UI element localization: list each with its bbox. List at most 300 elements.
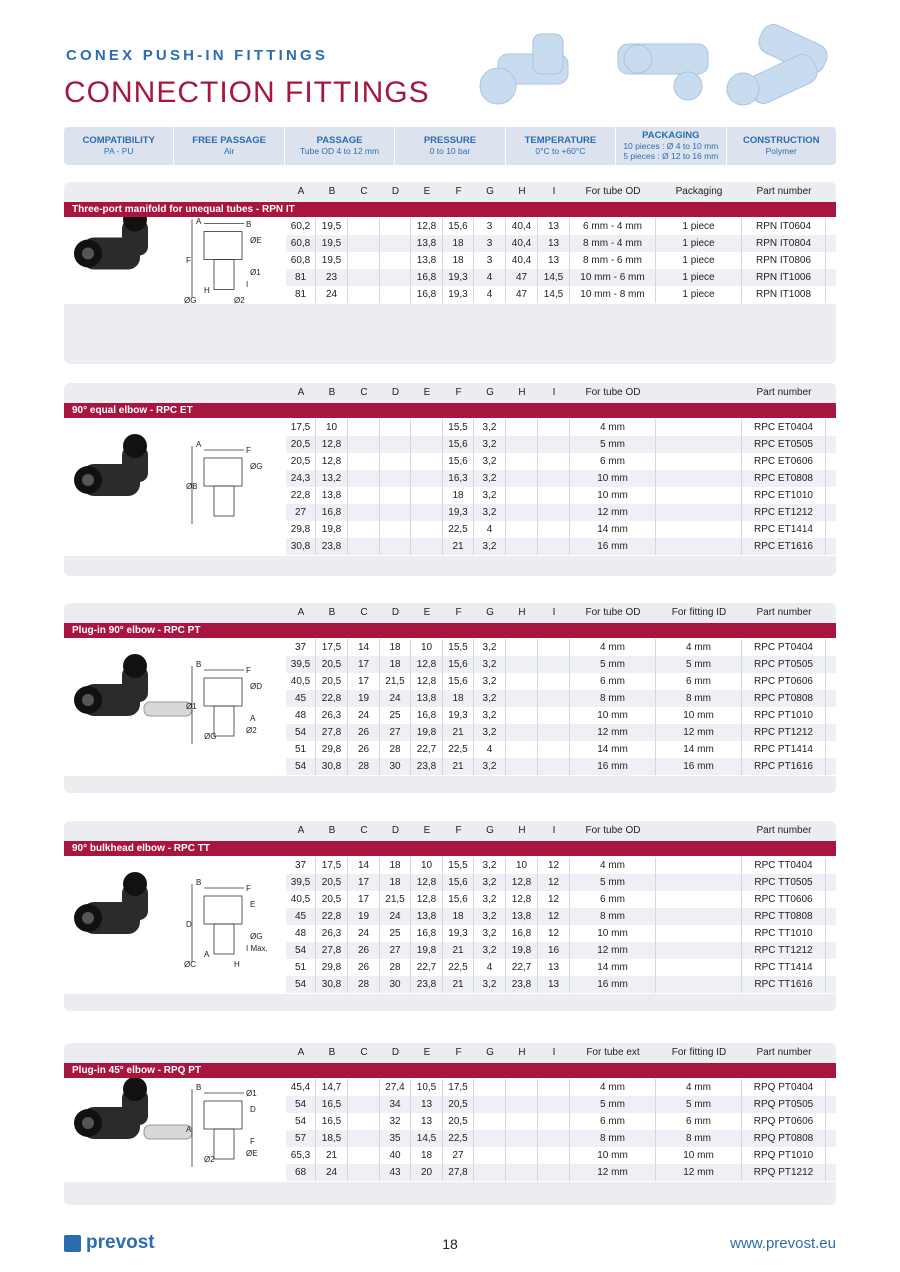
table-cell xyxy=(506,470,538,487)
section-card xyxy=(64,1043,836,1205)
column-header: C xyxy=(360,825,368,836)
spec-compatibility: COMPATIBILITY PA - PU xyxy=(64,127,174,165)
table-cell: 24 xyxy=(380,690,411,707)
table-cell: 19,8 xyxy=(316,521,348,538)
dimension-label: D xyxy=(250,1105,256,1114)
spec-passage: PASSAGE Tube OD 4 to 12 mm xyxy=(285,127,395,165)
table-cell: 18 xyxy=(380,857,411,874)
table-row xyxy=(286,857,836,874)
table-cell xyxy=(538,639,570,656)
table-cell xyxy=(538,521,570,538)
table-cell: 5 mm xyxy=(570,1096,656,1113)
table-cell: 3 xyxy=(474,252,506,269)
table-cell: 12,8 xyxy=(411,673,443,690)
table-cell xyxy=(348,252,380,269)
table-cell: 51 xyxy=(286,741,316,758)
table-cell: 8 mm xyxy=(656,690,742,707)
table-cell: 6 mm xyxy=(656,673,742,690)
table-cell xyxy=(380,487,411,504)
table-cell: 15,6 xyxy=(443,891,474,908)
table-cell xyxy=(656,942,742,959)
table-cell: 18 xyxy=(443,487,474,504)
technical-drawing xyxy=(192,884,244,962)
table-cell: RPC TT1212 xyxy=(742,942,826,959)
table-cell: 10 xyxy=(316,419,348,436)
table-cell: 24 xyxy=(380,908,411,925)
table-cell: 12 mm xyxy=(656,724,742,741)
table-cell: 18 xyxy=(443,235,474,252)
table-cell: 22,7 xyxy=(506,959,538,976)
column-header: Part number xyxy=(756,1047,812,1058)
dimension-label: I xyxy=(246,279,249,289)
table-cell: 30 xyxy=(380,976,411,993)
technical-drawing xyxy=(192,666,244,744)
table-cell: 21 xyxy=(316,1147,348,1164)
column-header: E xyxy=(423,186,431,197)
table-header xyxy=(286,603,836,623)
dimension-label: F xyxy=(246,884,251,893)
column-header: H xyxy=(518,607,526,618)
table-cell: 3,2 xyxy=(474,453,506,470)
column-header: A xyxy=(297,1047,305,1058)
table-cell: 40,4 xyxy=(506,235,538,252)
table-cell xyxy=(506,758,538,775)
section-card xyxy=(64,383,836,576)
column-header: G xyxy=(486,1047,494,1058)
table-cell: 15,6 xyxy=(443,673,474,690)
spec-pressure: PRESSURE 0 to 10 bar xyxy=(395,127,505,165)
dimension-label: ØC xyxy=(184,960,196,969)
table-cell: RPC ET1212 xyxy=(742,504,826,521)
table-cell: 3,2 xyxy=(474,673,506,690)
table-cell: RPC ET0404 xyxy=(742,419,826,436)
table-cell: 12 xyxy=(538,874,570,891)
table-cell: 19,3 xyxy=(443,269,474,286)
table-cell: 17,5 xyxy=(316,639,348,656)
table-cell: RPC PT1616 xyxy=(742,758,826,775)
table-cell: 28 xyxy=(348,976,380,993)
table-cell xyxy=(348,286,380,303)
table-cell: 24,3 xyxy=(286,470,316,487)
column-header: For tube OD xyxy=(585,186,641,197)
table-cell: 4 xyxy=(474,741,506,758)
table-cell: 30,8 xyxy=(316,758,348,775)
table-body xyxy=(286,1079,836,1181)
table-cell xyxy=(380,269,411,286)
table-cell: 20,5 xyxy=(316,891,348,908)
column-header: C xyxy=(360,607,368,618)
table-cell: 26 xyxy=(348,959,380,976)
column-header: B xyxy=(328,1047,336,1058)
table-cell: RPN IT0806 xyxy=(742,252,826,269)
dimension-label: Ø1 xyxy=(186,702,197,711)
table-cell xyxy=(506,724,538,741)
table-cell xyxy=(348,504,380,521)
table-cell: 19,8 xyxy=(411,724,443,741)
table-cell: 12,8 xyxy=(411,874,443,891)
table-cell: 26 xyxy=(348,942,380,959)
table-cell: 4 mm xyxy=(656,1079,742,1096)
table-cell: 22,8 xyxy=(286,487,316,504)
table-cell: RPC ET0606 xyxy=(742,453,826,470)
table-cell: 14 xyxy=(348,857,380,874)
table-cell: 15,5 xyxy=(443,419,474,436)
table-cell: 12 xyxy=(538,908,570,925)
product-illustration xyxy=(64,856,286,1010)
table-cell xyxy=(348,1147,380,1164)
table-cell xyxy=(656,419,742,436)
column-header: B xyxy=(328,607,336,618)
table-cell: 4 mm xyxy=(656,639,742,656)
table-cell: 3 xyxy=(474,235,506,252)
table-cell: 4 mm xyxy=(570,1079,656,1096)
table-cell xyxy=(538,741,570,758)
table-cell: 4 xyxy=(474,269,506,286)
table-cell: 3,2 xyxy=(474,487,506,504)
table-cell: 27 xyxy=(380,942,411,959)
table-cell xyxy=(538,487,570,504)
table-cell xyxy=(474,1130,506,1147)
table-cell: RPC PT1414 xyxy=(742,741,826,758)
table-cell xyxy=(411,419,443,436)
table-cell: 17,5 xyxy=(286,419,316,436)
table-cell: 16,8 xyxy=(506,925,538,942)
table-cell xyxy=(538,724,570,741)
table-cell xyxy=(506,639,538,656)
table-cell: RPC PT0505 xyxy=(742,656,826,673)
dimension-label: F xyxy=(246,666,251,675)
table-row xyxy=(286,656,836,673)
table-cell: 3,2 xyxy=(474,690,506,707)
table-cell: 16,8 xyxy=(411,925,443,942)
table-cell: 28 xyxy=(380,959,411,976)
table-cell xyxy=(656,453,742,470)
table-cell xyxy=(506,741,538,758)
dimension-label: D xyxy=(186,920,192,929)
table-cell: 19,5 xyxy=(316,235,348,252)
table-cell: 3,2 xyxy=(474,874,506,891)
table-cell: 47 xyxy=(506,269,538,286)
column-header: Part number xyxy=(756,825,812,836)
table-cell: 12 xyxy=(538,891,570,908)
table-row xyxy=(286,1113,836,1130)
table-cell: 19,3 xyxy=(443,504,474,521)
table-cell: 23,8 xyxy=(411,758,443,775)
table-cell: 24 xyxy=(348,707,380,724)
table-row xyxy=(286,269,836,286)
table-cell: 17 xyxy=(348,656,380,673)
dimension-label: B xyxy=(246,219,252,229)
table-cell: 21 xyxy=(443,724,474,741)
table-cell: 25 xyxy=(380,925,411,942)
table-cell xyxy=(656,504,742,521)
table-cell: 22,5 xyxy=(443,741,474,758)
table-cell xyxy=(380,436,411,453)
section-title: Plug-in 90° elbow - RPC PT xyxy=(64,623,836,638)
table-header xyxy=(286,182,836,202)
table-cell: 10 xyxy=(411,639,443,656)
table-cell: 8 mm xyxy=(570,1130,656,1147)
table-cell: 13,8 xyxy=(316,487,348,504)
table-cell xyxy=(656,487,742,504)
table-cell: 22,7 xyxy=(411,959,443,976)
table-cell: 19,3 xyxy=(443,925,474,942)
column-header: I xyxy=(552,387,556,398)
column-header: I xyxy=(552,1047,556,1058)
table-cell xyxy=(348,538,380,555)
table-cell: 1 piece xyxy=(656,235,742,252)
table-cell: 47 xyxy=(506,286,538,303)
table-row xyxy=(286,218,836,235)
table-cell: 12,8 xyxy=(316,453,348,470)
column-header: For tube ext xyxy=(586,1047,640,1058)
table-cell: 13 xyxy=(538,976,570,993)
table-cell: 27 xyxy=(443,1147,474,1164)
table-body xyxy=(286,419,836,555)
table-cell: 10 mm xyxy=(570,707,656,724)
section-card xyxy=(64,821,836,1011)
table-cell xyxy=(348,419,380,436)
table-cell: 6 mm xyxy=(570,891,656,908)
table-cell xyxy=(506,436,538,453)
table-cell: 3,2 xyxy=(474,656,506,673)
table-row xyxy=(286,1130,836,1147)
table-cell xyxy=(506,1096,538,1113)
table-cell xyxy=(656,976,742,993)
table-cell: 15,6 xyxy=(443,656,474,673)
table-cell: 16,8 xyxy=(411,269,443,286)
table-cell xyxy=(411,470,443,487)
table-cell: 5 mm xyxy=(570,874,656,891)
table-row xyxy=(286,252,836,269)
table-cell: 6 mm xyxy=(570,673,656,690)
table-cell: 16,8 xyxy=(411,707,443,724)
column-header: A xyxy=(297,186,305,197)
dimension-label: Ø1 xyxy=(250,267,261,277)
table-row xyxy=(286,436,836,453)
table-cell: RPC TT0404 xyxy=(742,857,826,874)
table-cell: 3,2 xyxy=(474,707,506,724)
table-cell xyxy=(348,1113,380,1130)
table-cell: 19,8 xyxy=(506,942,538,959)
website-link[interactable]: www.prevost.eu xyxy=(730,1235,836,1252)
table-cell: 3,2 xyxy=(474,976,506,993)
table-cell: 16 mm xyxy=(570,758,656,775)
table-cell: 57 xyxy=(286,1130,316,1147)
table-cell: RPN IT0604 xyxy=(742,218,826,235)
table-cell: 3,2 xyxy=(474,538,506,555)
fitting-photo xyxy=(74,434,148,496)
column-header: For tube OD xyxy=(585,825,641,836)
table-cell: 12 mm xyxy=(656,1164,742,1181)
table-cell xyxy=(474,1147,506,1164)
column-header: D xyxy=(391,387,400,398)
table-cell xyxy=(656,538,742,555)
table-cell: 3 xyxy=(474,218,506,235)
table-cell: 12,8 xyxy=(411,656,443,673)
table-cell: 12,8 xyxy=(316,436,348,453)
table-cell: 65,3 xyxy=(286,1147,316,1164)
table-cell: 32 xyxy=(380,1113,411,1130)
table-cell: 48 xyxy=(286,925,316,942)
table-cell xyxy=(538,453,570,470)
table-cell: 12,8 xyxy=(411,218,443,235)
fitting-photo xyxy=(74,654,192,716)
table-cell: 10 mm xyxy=(656,707,742,724)
section-title: 90° equal elbow - RPC ET xyxy=(64,403,836,418)
table-cell xyxy=(411,538,443,555)
table-cell: 6 mm - 4 mm xyxy=(570,218,656,235)
column-header: Part number xyxy=(756,387,812,398)
table-cell: 15,6 xyxy=(443,436,474,453)
table-row xyxy=(286,1147,836,1164)
table-cell: 13,8 xyxy=(411,908,443,925)
table-cell xyxy=(348,269,380,286)
table-cell: RPC ET1010 xyxy=(742,487,826,504)
table-cell: 5 mm xyxy=(570,436,656,453)
table-cell: 8 mm xyxy=(570,690,656,707)
table-cell: 10 mm xyxy=(570,487,656,504)
table-row xyxy=(286,504,836,521)
table-cell: 10 mm - 8 mm xyxy=(570,286,656,303)
column-header: E xyxy=(423,825,431,836)
column-header: B xyxy=(328,186,336,197)
table-cell: 10,5 xyxy=(411,1079,443,1096)
fitting-photo xyxy=(74,1078,192,1139)
table-cell: RPC ET0808 xyxy=(742,470,826,487)
table-cell: 10 mm xyxy=(656,1147,742,1164)
table-cell: 3,2 xyxy=(474,942,506,959)
brand-logo xyxy=(64,1232,155,1254)
table-cell: 40,4 xyxy=(506,218,538,235)
table-cell xyxy=(506,1113,538,1130)
table-cell: 20 xyxy=(411,1164,443,1181)
table-cell: 10 mm xyxy=(570,470,656,487)
table-cell xyxy=(348,453,380,470)
table-cell: 8 mm - 4 mm xyxy=(570,235,656,252)
table-cell: 6 mm xyxy=(570,453,656,470)
table-cell: 15,5 xyxy=(443,857,474,874)
column-header: F xyxy=(455,825,462,836)
table-cell: 12 xyxy=(538,857,570,874)
table-header xyxy=(286,821,836,841)
table-cell: 17,5 xyxy=(316,857,348,874)
table-cell: 18 xyxy=(411,1147,443,1164)
dimension-label: E xyxy=(250,900,256,909)
column-header: D xyxy=(391,186,400,197)
table-row xyxy=(286,1164,836,1181)
table-cell: 8 mm xyxy=(656,1130,742,1147)
spec-temperature: TEMPERATURE 0°C to +60°C xyxy=(506,127,616,165)
table-cell: 60,8 xyxy=(286,252,316,269)
column-header xyxy=(656,821,742,841)
table-cell: 14 xyxy=(348,639,380,656)
table-cell xyxy=(538,656,570,673)
table-cell: 12 mm xyxy=(570,504,656,521)
section-card xyxy=(64,603,836,793)
table-cell: 19 xyxy=(348,690,380,707)
column-header: C xyxy=(360,1047,368,1058)
table-cell: RPC PT0808 xyxy=(742,690,826,707)
table-cell: 1 piece xyxy=(656,218,742,235)
table-cell: 22,8 xyxy=(316,908,348,925)
table-cell xyxy=(506,1079,538,1096)
table-cell: 16 mm xyxy=(656,758,742,775)
column-header: B xyxy=(328,387,336,398)
table-cell: 20,5 xyxy=(443,1096,474,1113)
table-cell: 23 xyxy=(316,269,348,286)
table-cell xyxy=(538,1096,570,1113)
table-cell: RPC PT0404 xyxy=(742,639,826,656)
table-row xyxy=(286,741,836,758)
dimension-label: ØE xyxy=(250,235,262,245)
table-cell: RPC TT0808 xyxy=(742,908,826,925)
table-cell: 13 xyxy=(411,1113,443,1130)
table-cell: 6 mm xyxy=(570,1113,656,1130)
column-header: E xyxy=(423,387,431,398)
table-cell: 15,6 xyxy=(443,453,474,470)
table-cell xyxy=(538,470,570,487)
table-cell: 14 mm xyxy=(656,741,742,758)
product-illustration xyxy=(64,217,286,357)
table-cell xyxy=(538,707,570,724)
table-cell: 1 piece xyxy=(656,252,742,269)
table-cell: 26,3 xyxy=(316,925,348,942)
table-cell: 27,4 xyxy=(380,1079,411,1096)
page-kicker: CONEX PUSH-IN FITTINGS xyxy=(66,47,329,64)
table-cell: 21,5 xyxy=(380,891,411,908)
dimension-label: ØG xyxy=(184,295,197,305)
table-cell: 39,5 xyxy=(286,874,316,891)
table-cell: 1 piece xyxy=(656,286,742,303)
table-body xyxy=(286,639,836,775)
table-cell: 16,8 xyxy=(316,504,348,521)
dimension-label: B xyxy=(196,1083,202,1092)
technical-drawing xyxy=(192,446,244,524)
table-cell: RPQ PT0606 xyxy=(742,1113,826,1130)
table-cell: 12 mm xyxy=(570,724,656,741)
column-header: E xyxy=(423,1047,431,1058)
table-row xyxy=(286,286,836,303)
table-cell: 13 xyxy=(538,218,570,235)
table-cell: RPC TT0505 xyxy=(742,874,826,891)
technical-drawing xyxy=(192,220,244,298)
table-cell: 14,5 xyxy=(538,286,570,303)
table-cell: 20,5 xyxy=(443,1113,474,1130)
column-header: C xyxy=(360,387,368,398)
product-illustration xyxy=(64,1078,286,1203)
table-cell: RPQ PT0808 xyxy=(742,1130,826,1147)
dimension-label: F xyxy=(186,255,191,265)
table-cell: 13,2 xyxy=(316,470,348,487)
table-cell: 68 xyxy=(286,1164,316,1181)
table-cell: 26,3 xyxy=(316,707,348,724)
table-cell: 19,5 xyxy=(316,218,348,235)
page-title: CONNECTION FITTINGS xyxy=(64,76,430,109)
table-cell xyxy=(474,1113,506,1130)
column-header: Part number xyxy=(756,607,812,618)
table-cell xyxy=(538,673,570,690)
table-cell: 24 xyxy=(316,286,348,303)
table-cell xyxy=(538,504,570,521)
brand-name: prevost xyxy=(86,1232,155,1253)
table-row xyxy=(286,521,836,538)
table-cell: 13,8 xyxy=(411,690,443,707)
column-header: I xyxy=(552,607,556,618)
table-cell: RPN IT0804 xyxy=(742,235,826,252)
table-cell xyxy=(538,758,570,775)
table-cell: 27,8 xyxy=(316,724,348,741)
